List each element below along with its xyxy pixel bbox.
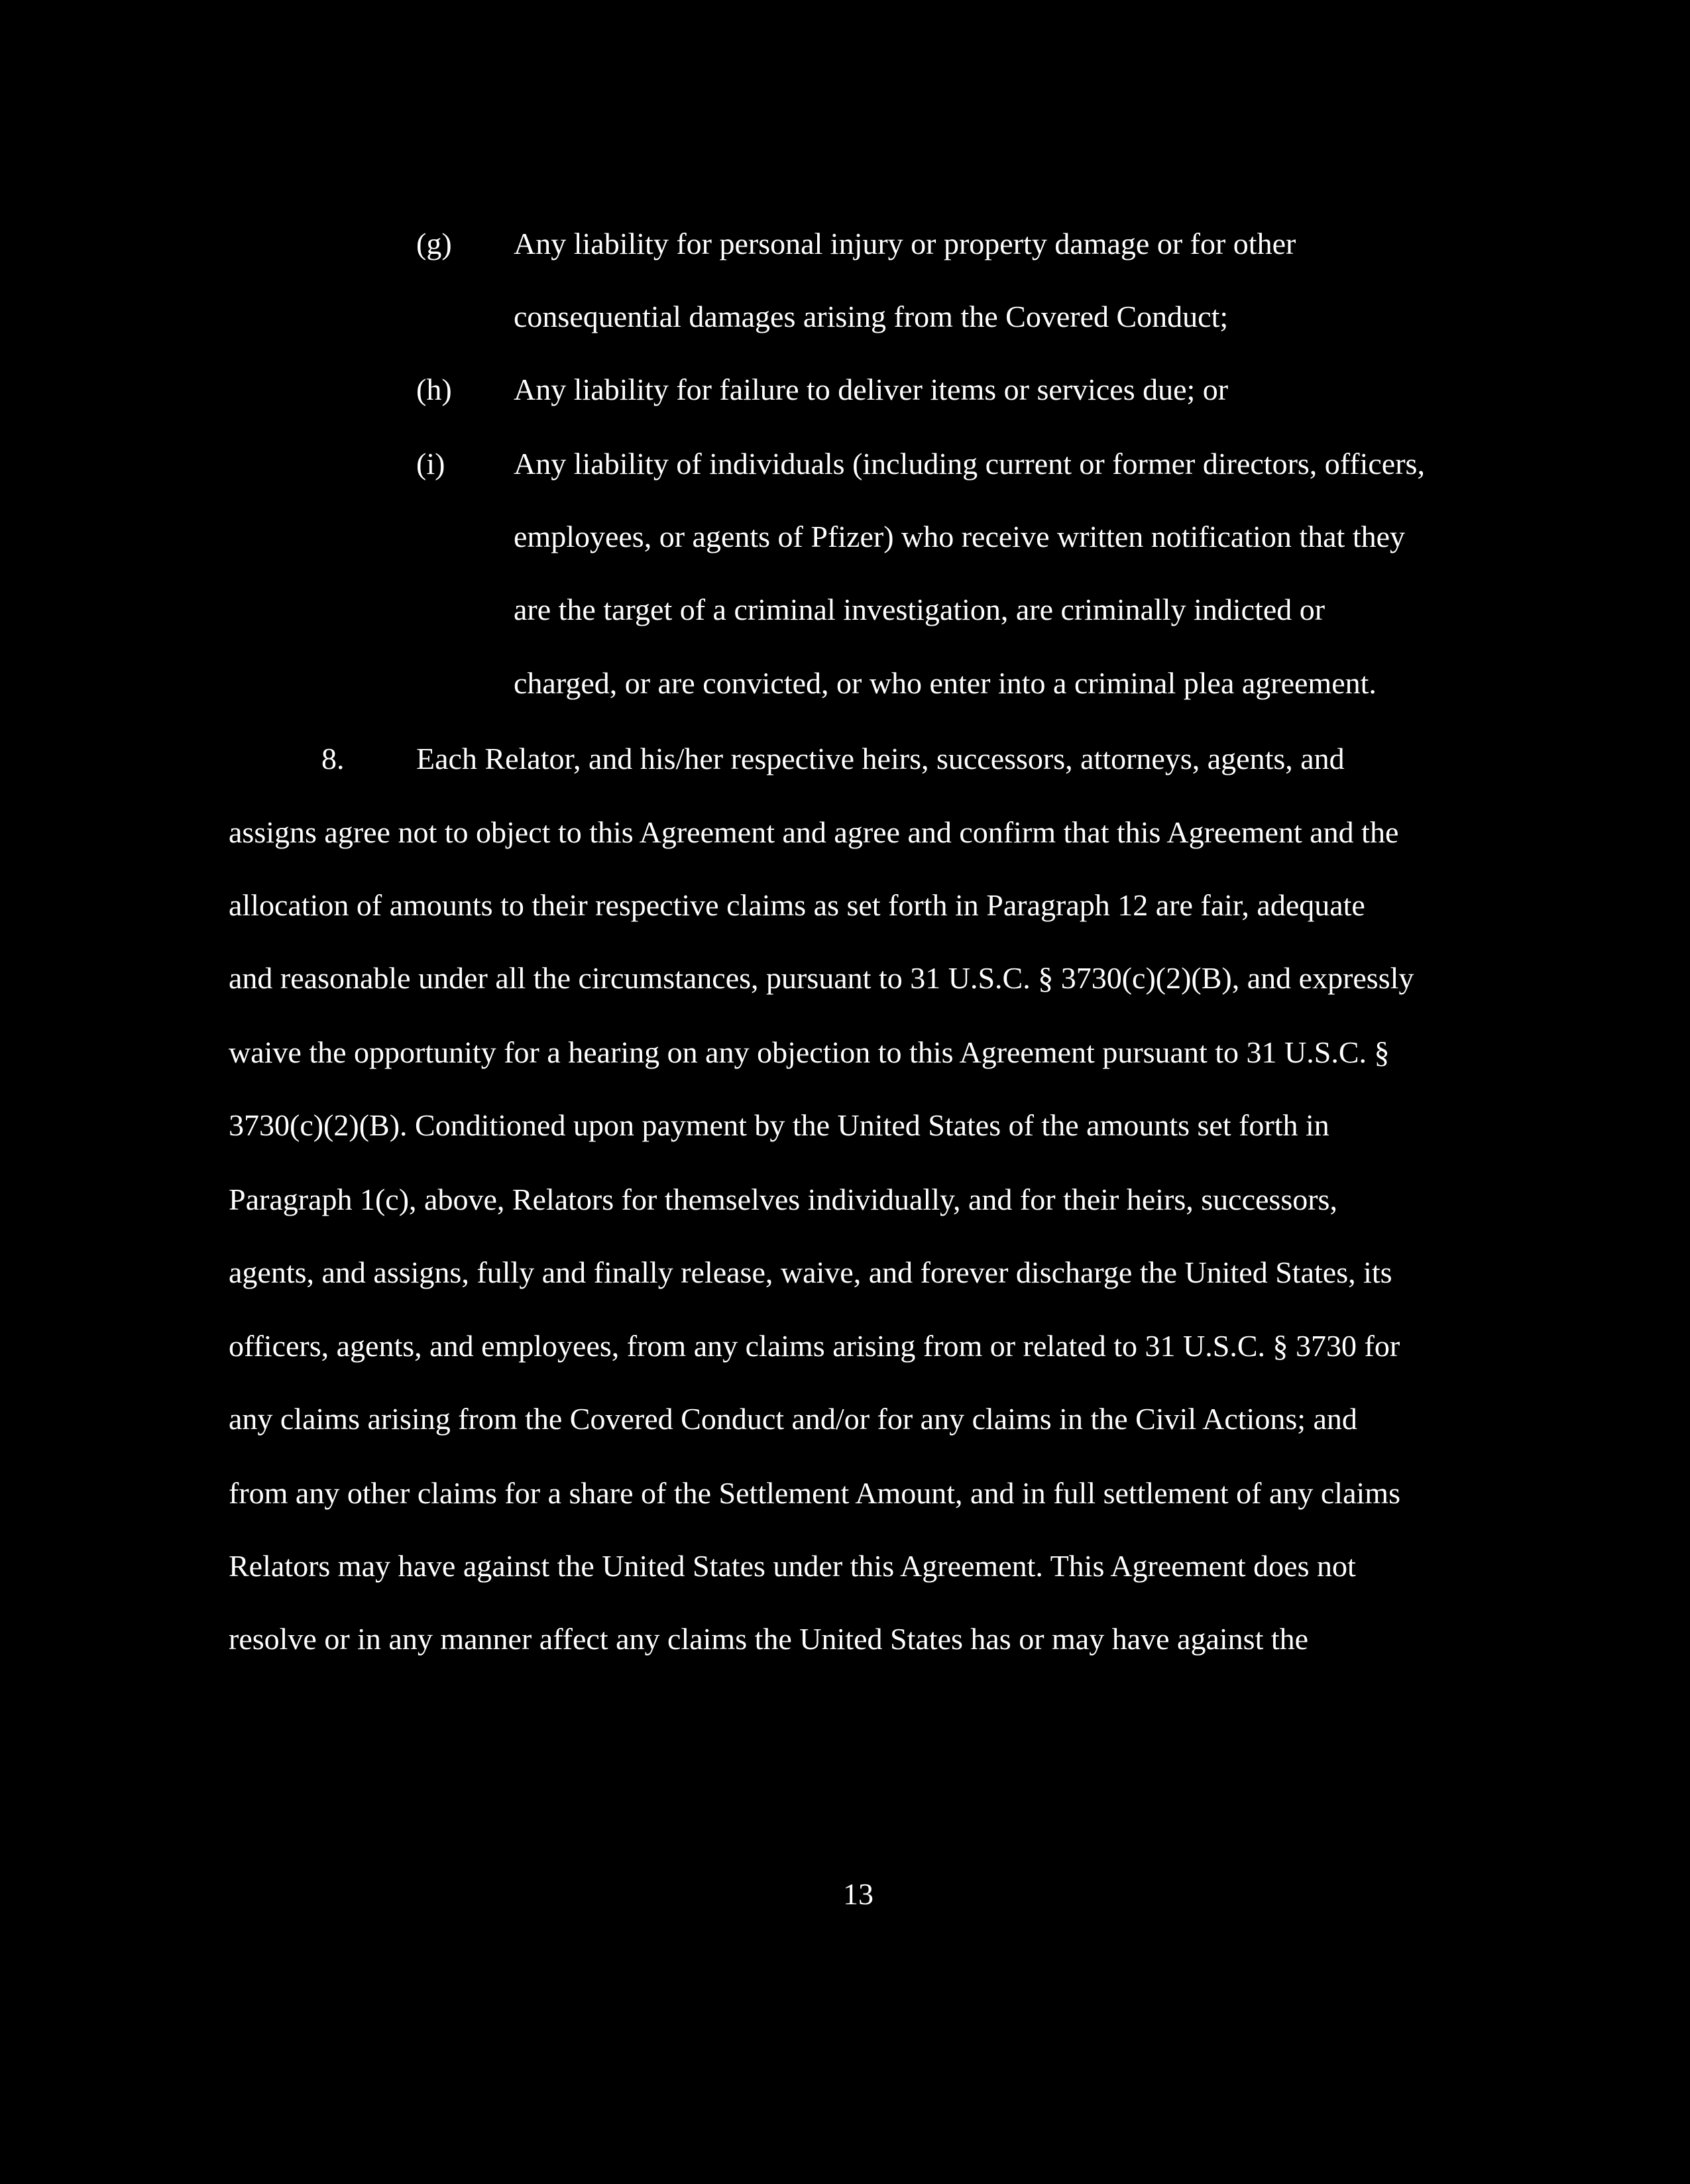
paragraph-8-line-9: officers, agents, and employees, from any claims arising from or related to 31 U.S.C. § 3730 for [229,1329,1400,1363]
item-i-line-2: employees, or agents of Pfizer) who receive written notification that they [514,520,1406,553]
item-g-line-1: Any liability for personal injury or property damage or for other [514,227,1296,260]
item-i-marker: (i) [416,447,445,481]
item-i-line-1: Any liability of individuals (including current or former directors, officers, [514,447,1425,481]
paragraph-8-line-5: waive the opportunity for a hearing on any objection to this Agreement pursuant to 31 U.S.C. § [229,1035,1390,1069]
paragraph-8-line-3: allocation of amounts to their respective claims as set forth in Paragraph 12 are fair, adequate [229,888,1365,922]
paragraph-8-line-13: resolve or in any manner affect any claims the United States has or may have against the [229,1622,1309,1656]
paragraph-8-line-7: Paragraph 1(c), above, Relators for themselves individually, and for their heirs, successors, [229,1182,1337,1216]
item-i-line-4: charged, or are convicted, or who enter into a criminal plea agreement. [514,666,1377,700]
paragraph-8-line-12: Relators may have against the United States under this Agreement. This Agreement does not [229,1549,1356,1583]
item-g-marker: (g) [416,227,452,260]
item-h-marker: (h) [416,373,452,406]
paragraph-8-line-1: Each Relator, and his/her respective heirs, successors, attorneys, agents, and [416,742,1345,776]
item-h-line-1: Any liability for failure to deliver items or services due; or [514,373,1229,406]
item-g-line-2: consequential damages arising from the Covered Conduct; [514,300,1229,333]
paragraph-8-line-4: and reasonable under all the circumstances, pursuant to 31 U.S.C. § 3730(c)(2)(B), and expressly [229,961,1414,995]
paragraph-8-number: 8. [321,742,345,776]
paragraph-8-line-2: assigns agree not to object to this Agreement and agree and confirm that this Agreement and the [229,815,1399,849]
paragraph-8-line-11: from any other claims for a share of the Settlement Amount, and in full settlement of any claims [229,1476,1400,1510]
item-i-line-3: are the target of a criminal investigation, are criminally indicted or [514,593,1325,626]
page-number: 13 [843,1877,873,1911]
paragraph-8-line-8: agents, and assigns, fully and finally release, waive, and forever discharge the United States, its [229,1255,1392,1289]
paragraph-8-line-10: any claims arising from the Covered Conduct and/or for any claims in the Civil Actions; and [229,1402,1357,1436]
paragraph-8-line-6: 3730(c)(2)(B). Conditioned upon payment by the United States of the amounts set forth in [229,1108,1329,1142]
